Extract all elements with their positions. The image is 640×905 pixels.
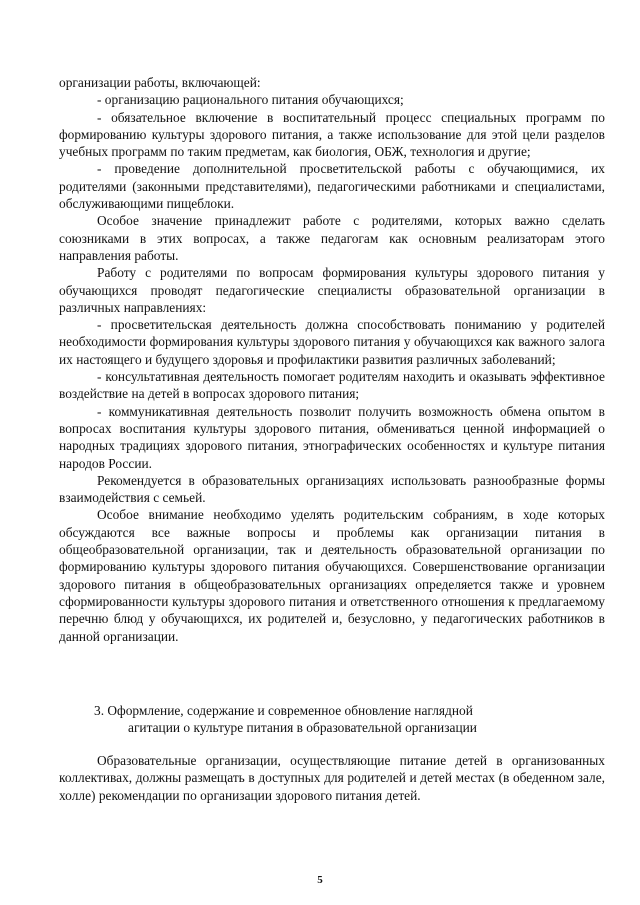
section-heading-line1: 3. Оформление, содержание и современное обновление наглядной	[94, 703, 473, 718]
paragraph-parent-meetings: Особое внимание необходимо уделять родительским собраниям, в ходе которых обсуждаются все важные вопросы и проблемы как организации питания в общеобразовательной организации, так и деятельность образовательной организации по формированию культуры здорового питания обучающихся. Совершенствование организации здорового питания в общеобразовательных организациях определяется также и уровнем сформированности культуры здорового питания и ответственного отношения к предлагаемому перечню блюд у обучающихся, их родителей и, безусловно, у педагогических работников в данной организации.	[59, 507, 605, 644]
list-item-programs: - обязательное включение в воспитательный процесс специальных программ по формированию культуры здорового питания, а также использование для этой цели разделов учебных программ по таким предметам, как биология, ОБЖ, технология и другие;	[59, 109, 605, 160]
paragraph-intro: организации работы, включающей:	[59, 75, 261, 90]
paragraph-parents-importance: Особое значение принадлежит работе с родителями, которых важно сделать союзниками в этих вопросах, а также педагогам как основным реализаторам этого направления работы.	[59, 213, 605, 263]
paragraph-work-with-parents: Работу с родителями по вопросам формирования культуры здорового питания у обучающихся проводят педагогические специалисты образовательной организации в различных направлениях:	[59, 265, 605, 315]
paragraph-closing: Образовательные организации, осуществляющие питание детей в организованных коллективах, должны размещать в доступных для родителей и детей местах (в обеденном зале, холле) рекомендации по организации здорового питания детей.	[59, 753, 605, 803]
paragraph-recommendation: Рекомендуется в образовательных организациях использовать разнообразные формы взаимодействия с семьей.	[59, 472, 605, 506]
section-heading-line2: агитации о культуре питания в образовательной организации	[128, 720, 477, 736]
page-number: 5	[317, 874, 323, 886]
list-item-educational: - просветительская деятельность должна способствовать пониманию у родителей необходимости формирования культуры здорового питания у обучающихся как важного залога их настоящего и будущего здоровья и профилактики развития различных заболеваний;	[59, 317, 605, 367]
list-item-communicative: - коммуникативная деятельность позволит получить возможность обмена опытом в вопросах воспитания культуры здорового питания, обмениваться ценной информацией о народных традициях здорового питания, этнографических особенностях и культуре питания народов России.	[59, 403, 605, 471]
section-heading	[94, 702, 574, 737]
list-item-outreach: - проведение дополнительной просветительской работы с обучающимися, их родителями (законными представителями), педагогическими работниками и специалистами, обслуживающими пищеблоки.	[59, 161, 605, 212]
closing-text	[59, 752, 605, 804]
body-text	[59, 74, 605, 645]
list-item-consultative: - консультативная деятельность помогает родителям находить и оказывать эффективное воздействие на детей в вопросах здорового питания;	[59, 369, 605, 402]
list-item-nutrition: - организацию рационального питания обучающихся;	[97, 92, 404, 108]
